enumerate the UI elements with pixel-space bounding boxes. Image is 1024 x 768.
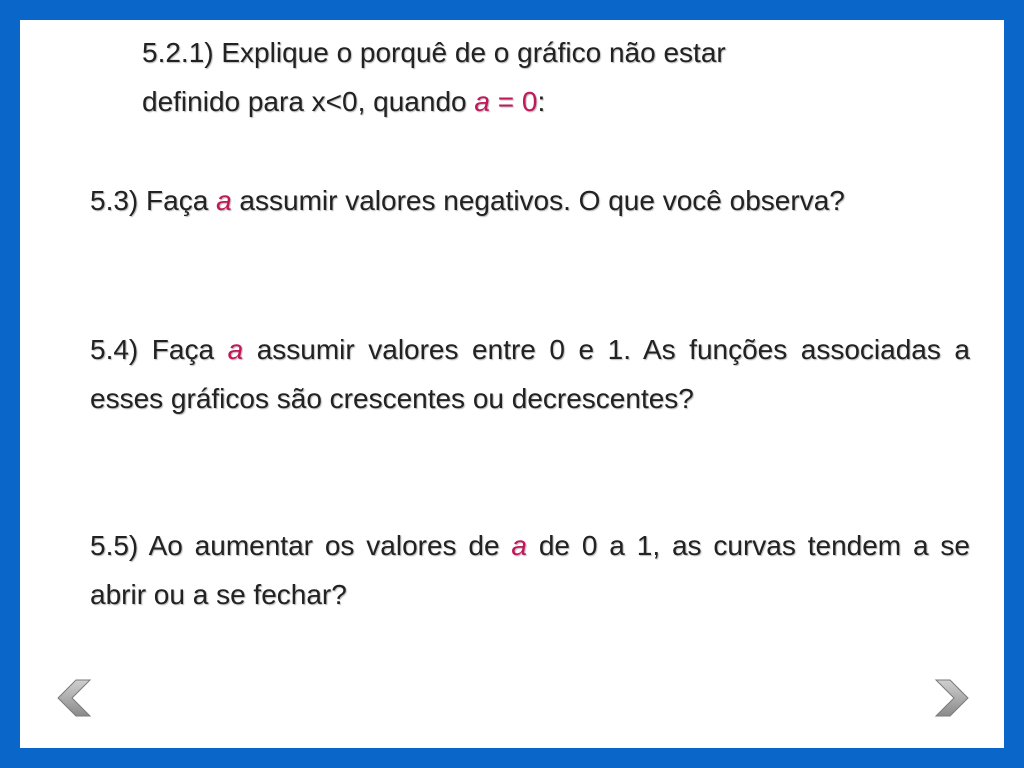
variable-a: a <box>511 530 527 561</box>
question-5-2-1 <box>142 28 970 126</box>
slide-frame <box>20 20 1004 748</box>
next-slide-button[interactable] <box>930 676 974 720</box>
variable-a: a <box>227 334 244 365</box>
question-5-3 <box>90 176 970 225</box>
equals-zero: = 0 <box>489 86 538 117</box>
question-5-4 <box>90 325 970 423</box>
prev-slide-button[interactable] <box>52 676 96 720</box>
question-5-2-1-line1: 5.2.1) Explique o porquê de o gráfico não estar <box>142 37 726 68</box>
colon: : <box>537 86 546 117</box>
chevron-right-icon <box>930 676 974 720</box>
question-5-4-text: assumir valores entre 0 e 1. As funções associadas a esses gráficos são crescentes ou decrescentes? <box>90 334 970 414</box>
variable-a: a <box>474 86 490 117</box>
question-5-3-prefix: 5.3) Faça <box>90 185 217 216</box>
chevron-left-icon <box>52 676 96 720</box>
question-5-5 <box>90 521 970 619</box>
question-5-5-prefix: 5.5) Ao aumentar os valores de <box>90 530 512 561</box>
question-5-2-1-text: definido para x<0, quando <box>142 86 475 117</box>
question-5-2-1-line2 <box>142 86 545 117</box>
question-5-5-text: de 0 a 1, as curvas tendem a se abrir ou a se fechar? <box>90 530 971 610</box>
question-5-4-prefix: 5.4) Faça <box>90 334 228 365</box>
variable-a: a <box>216 185 232 216</box>
question-5-3-text: assumir valores negativos. O que você observa? <box>231 185 845 216</box>
